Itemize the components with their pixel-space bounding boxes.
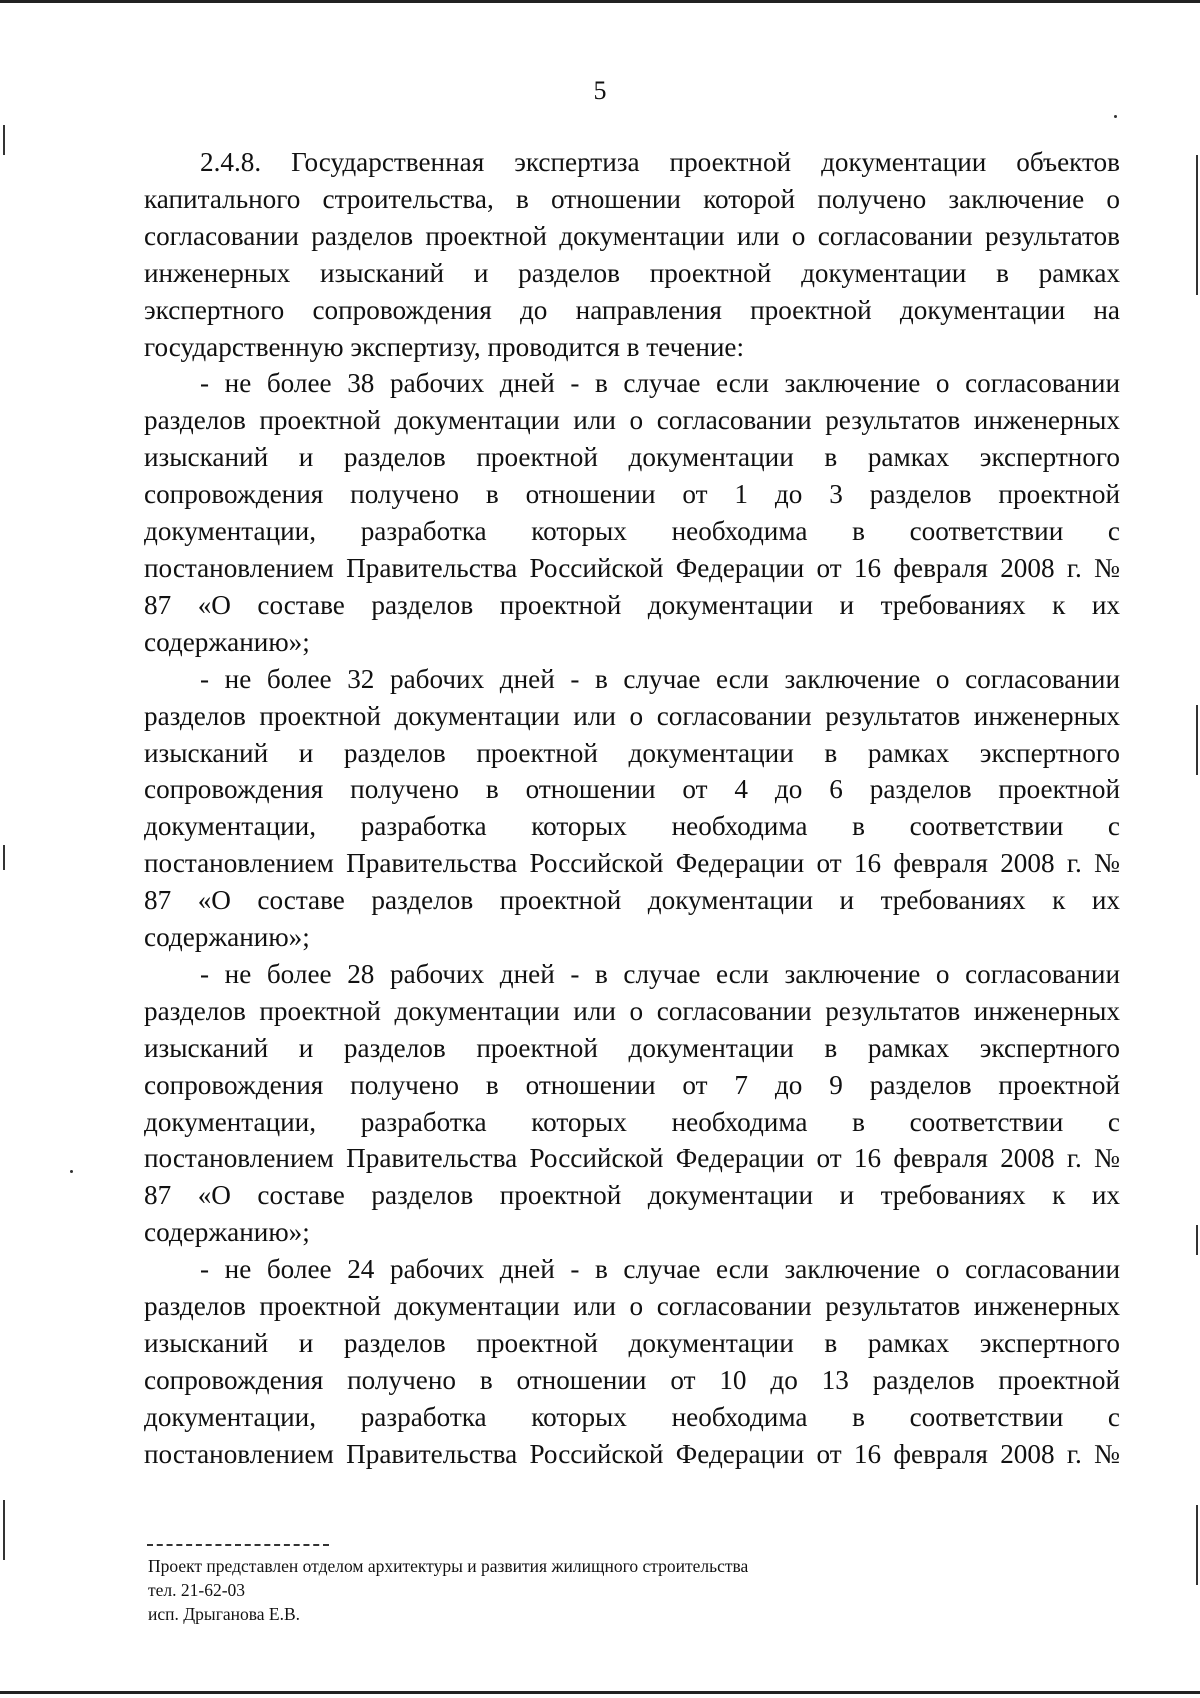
text-line: документации, разработка которых необходима в соответствии с — [144, 1106, 1120, 1137]
list-item-24-days — [144, 1251, 1120, 1472]
text-line: разделов проектной документации или о согласовании результатов инженерных — [144, 995, 1120, 1026]
left-edge-mark — [3, 1500, 5, 1560]
text-line: сопровождения получено в отношении от 10 до 13 разделов проектной — [144, 1364, 1120, 1395]
left-edge-mark — [3, 845, 5, 870]
text-line: постановлением Правительства Российской Федерации от 16 февраля 2008 г. № — [144, 848, 1120, 879]
text-line: 87 «О составе разделов проектной документации и требованиях к их — [144, 589, 1120, 620]
text-line: документации, разработка которых необходима в соответствии с — [144, 1401, 1120, 1432]
text-line: разделов проектной документации или о согласовании результатов инженерных — [144, 1291, 1120, 1322]
footnote-separator — [147, 1544, 329, 1546]
list-item-38-days — [144, 365, 1120, 660]
text-line: содержанию»; — [144, 922, 310, 953]
text-line: экспертного сопровождения до направления проектной документации на — [144, 294, 1120, 325]
text-line: 87 «О составе разделов проектной документации и требованиях к их — [144, 1180, 1120, 1211]
text-line: сопровождения получено в отношении от 4 до 6 разделов проектной — [144, 774, 1120, 805]
text-line: разделов проектной документации или о согласовании результатов инженерных — [144, 405, 1120, 436]
text-line: согласовании разделов проектной документации или о согласовании результатов — [144, 220, 1120, 251]
bottom-scan-border — [0, 1691, 1200, 1694]
text-line: 87 «О составе разделов проектной документации и требованиях к их — [144, 885, 1120, 916]
list-item-32-days — [144, 661, 1120, 956]
text-line: содержанию»; — [144, 1217, 310, 1248]
text-line: постановлением Правительства Российской Федерации от 16 февраля 2008 г. № — [144, 552, 1120, 583]
text-line: инженерных изысканий и разделов проектной документации в рамках — [144, 257, 1120, 288]
text-line: изысканий и разделов проектной документации в рамках экспертного — [144, 1328, 1120, 1358]
text-line: - не более 24 рабочих дней - в случае если заключение о согласовании — [200, 1254, 1120, 1285]
text-line: - не более 28 рабочих дней - в случае если заключение о согласовании — [200, 958, 1120, 989]
right-edge-mark — [1196, 155, 1198, 295]
text-line: государственную экспертизу, проводится в течение: — [144, 331, 745, 362]
page-number: 5 — [593, 76, 607, 105]
text-line: - не более 32 рабочих дней - в случае если заключение о согласовании — [200, 663, 1120, 694]
list-item-28-days — [144, 956, 1120, 1251]
text-line: 2.4.8. Государственная экспертиза проектной документации объектов — [200, 147, 1120, 177]
right-edge-mark — [1196, 705, 1198, 775]
scan-speck — [70, 1170, 73, 1173]
text-line: изысканий и разделов проектной документации в рамках экспертного — [144, 1032, 1120, 1063]
footnote-phone: тел. 21-62-03 — [148, 1580, 246, 1600]
right-edge-mark — [1196, 1225, 1198, 1255]
text-line: сопровождения получено в отношении от 7 до 9 разделов проектной — [144, 1069, 1120, 1100]
right-edge-mark — [1196, 1505, 1198, 1585]
text-line: документации, разработка которых необходима в соответствии с — [144, 811, 1120, 842]
text-line: сопровождения получено в отношении от 1 до 3 разделов проектной — [144, 479, 1120, 510]
text-line: изысканий и разделов проектной документации в рамках экспертного — [144, 442, 1120, 473]
text-line: разделов проектной документации или о согласовании результатов инженерных — [144, 700, 1120, 731]
paragraph-2-4-8 — [144, 144, 1120, 365]
left-edge-mark — [3, 125, 5, 155]
text-line: документации, разработка которых необходима в соответствии с — [144, 516, 1120, 547]
scan-speck — [1114, 115, 1117, 118]
text-line: - не более 38 рабочих дней - в случае если заключение о согласовании — [200, 368, 1120, 399]
footnote — [148, 1554, 748, 1626]
text-line: капитального строительства, в отношении которой получено заключение о — [144, 183, 1120, 214]
document-body — [144, 144, 1120, 1473]
text-line: содержанию»; — [144, 626, 310, 657]
text-line: изысканий и разделов проектной документации в рамках экспертного — [144, 737, 1120, 768]
footnote-executor: исп. Дрыганова Е.В. — [148, 1604, 301, 1624]
top-scan-border — [0, 0, 1200, 3]
text-line: постановлением Правительства Российской Федерации от 16 февраля 2008 г. № — [144, 1438, 1120, 1469]
text-line: постановлением Правительства Российской Федерации от 16 февраля 2008 г. № — [144, 1143, 1120, 1174]
footnote-author-department: Проект представлен отделом архитектуры и развития жилищного строительства — [148, 1556, 749, 1576]
